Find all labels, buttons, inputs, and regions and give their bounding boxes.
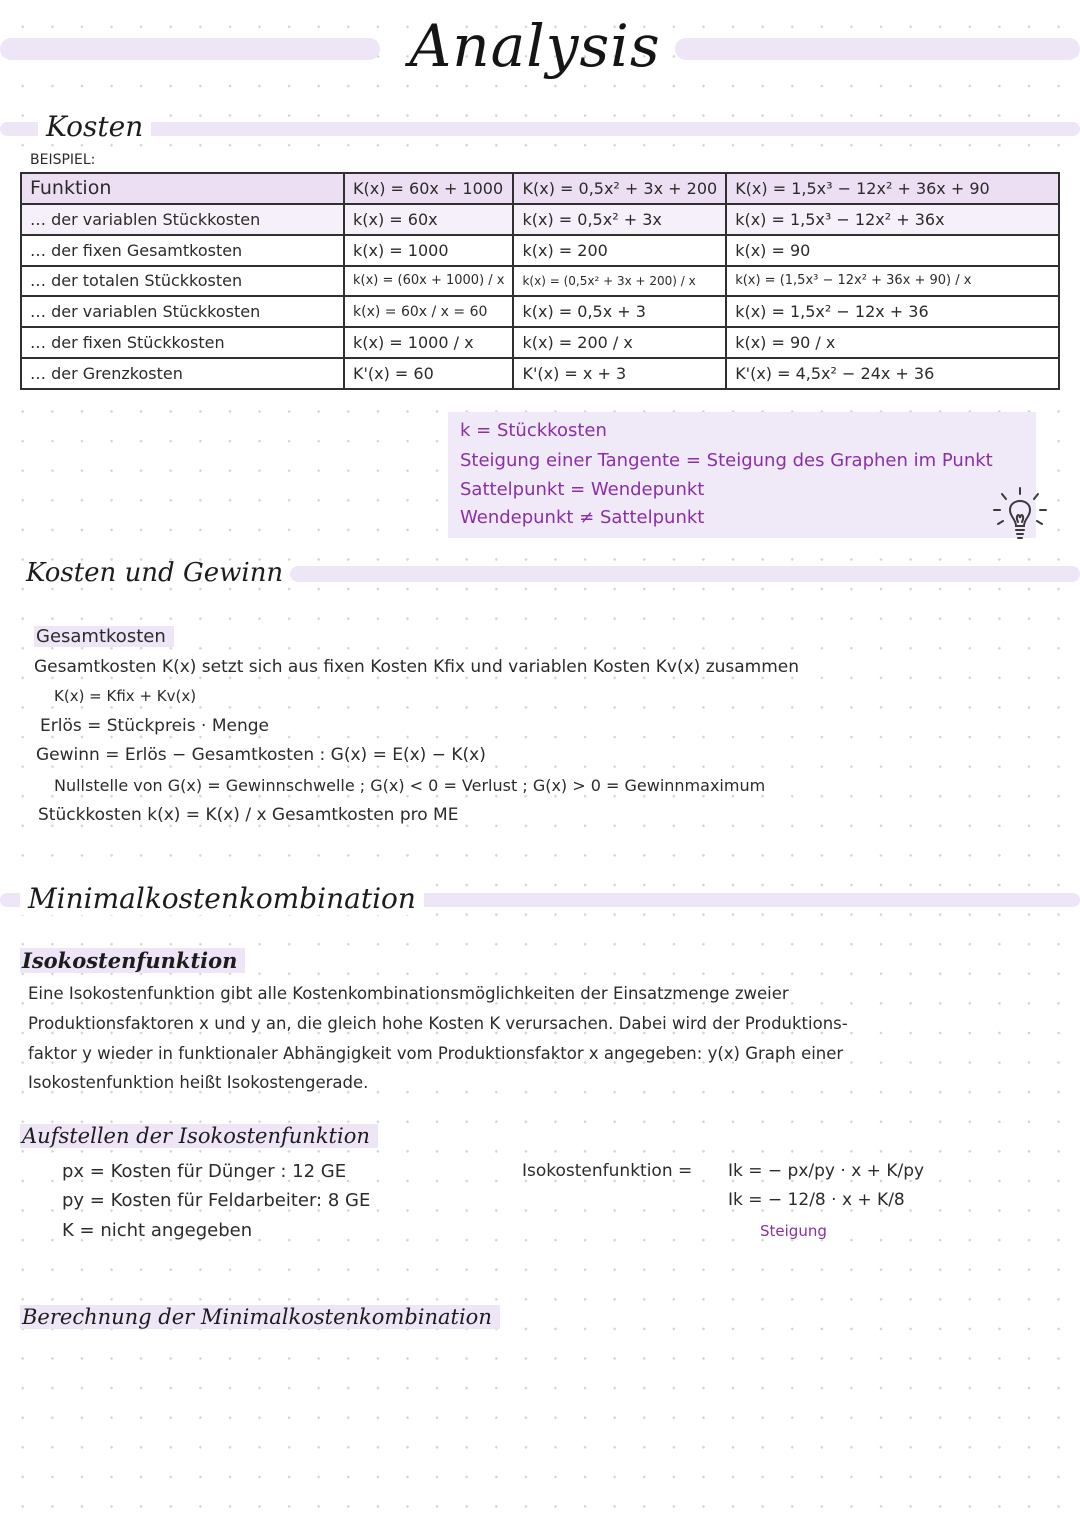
paragraph-line: Isokostenfunktion heißt Isokostengerade. <box>28 1073 369 1092</box>
table-cell: k(x) = 200 <box>513 235 726 266</box>
table-row <box>21 327 1059 358</box>
kosten-band <box>0 122 1080 136</box>
table-cell: k(x) = (1,5x³ − 12x² + 36x + 90) / x <box>726 266 1059 297</box>
formula-line: Ik = − px/py · x + K/py <box>728 1161 925 1181</box>
table-cell: Funktion <box>21 173 344 204</box>
subheading-text: Aufstellen der Isokostenfunktion <box>20 1124 378 1148</box>
table-cell: K'(x) = 4,5x² − 24x + 36 <box>726 358 1059 389</box>
section-heading-kosten: Kosten <box>38 110 151 143</box>
formula-line: Ik = − 12/8 · x + K/8 <box>728 1190 905 1210</box>
table-cell: K'(x) = x + 3 <box>513 358 726 389</box>
gewinn-line: Erlös = Stückpreis · Menge <box>40 716 269 736</box>
param-line: px = Kosten für Dünger : 12 GE <box>62 1161 347 1182</box>
lightbulb-icon <box>978 474 1058 554</box>
section-heading-minimal: Minimalkostenkombination <box>20 882 424 915</box>
table-cell: … der totalen Stückkosten <box>21 266 344 297</box>
table-cell: k(x) = 1000 / x <box>344 327 513 358</box>
subheading-text: Isokostenfunktion <box>20 948 245 973</box>
gewinn-line: Gewinn = Erlös − Gesamtkosten : G(x) = E(x) − K(x) <box>36 745 486 765</box>
table-row <box>21 358 1059 389</box>
table-row <box>21 204 1059 235</box>
param-line: K = nicht angegeben <box>62 1220 253 1241</box>
table-cell: k(x) = 200 / x <box>513 327 726 358</box>
table-cell: k(x) = 60x / x = 60 <box>344 296 513 327</box>
page-title: Analysis <box>409 12 661 80</box>
title-band-right <box>675 38 1080 60</box>
table-cell: k(x) = 1,5x³ − 12x² + 36x <box>726 204 1059 235</box>
table-cell: … der fixen Stückkosten <box>21 327 344 358</box>
note-line: Wendepunkt ≠ Sattelpunkt <box>460 507 705 528</box>
note-line: k = Stückkosten <box>460 420 607 441</box>
note-line: Steigung einer Tangente = Steigung des Graphen im Punkt <box>460 450 993 471</box>
formula-label: Isokostenfunktion = <box>522 1161 693 1181</box>
subheading-isokosten <box>20 948 245 973</box>
title-band-left <box>0 38 380 60</box>
steigung-label: Steigung <box>760 1222 827 1240</box>
param-line: py = Kosten für Feldarbeiter: 8 GE <box>62 1190 371 1211</box>
table-cell: k(x) = 1000 <box>344 235 513 266</box>
cost-function-table <box>20 172 1060 390</box>
paragraph-line: Produktionsfaktoren x und y an, die gleich hohe Kosten K verursachen. Dabei wird der Produktions- <box>28 1014 848 1033</box>
paragraph-line: Eine Isokostenfunktion gibt alle Kostenkombinationsmöglichkeiten der Einsatzmenge zweier <box>28 984 789 1003</box>
table-cell: k(x) = 1,5x² − 12x + 36 <box>726 296 1059 327</box>
subheading-aufstellen <box>20 1124 378 1148</box>
table-row <box>21 173 1059 204</box>
table-cell: … der Grenzkosten <box>21 358 344 389</box>
table-cell: K(x) = 60x + 1000 <box>344 173 513 204</box>
table-cell: K(x) = 0,5x² + 3x + 200 <box>513 173 726 204</box>
gewinn-band <box>290 566 1080 582</box>
subheading-berechnung <box>20 1305 500 1329</box>
table-cell: K'(x) = 60 <box>344 358 513 389</box>
table-cell: … der variablen Stückkosten <box>21 296 344 327</box>
table-cell: k(x) = 90 / x <box>726 327 1059 358</box>
gewinn-line: Gesamtkosten K(x) setzt sich aus fixen Kosten Kfix und variablen Kosten Kv(x) zusammen <box>34 657 800 677</box>
table-cell: k(x) = 0,5x² + 3x <box>513 204 726 235</box>
table-cell: … der fixen Gesamtkosten <box>21 235 344 266</box>
table-row <box>21 296 1059 327</box>
section-heading-gewinn: Kosten und Gewinn <box>26 558 284 588</box>
table-cell: k(x) = 90 <box>726 235 1059 266</box>
table-cell: k(x) = 0,5x + 3 <box>513 296 726 327</box>
table-row <box>21 235 1059 266</box>
table-row <box>21 266 1059 297</box>
gewinn-line: K(x) = Kfix + Kv(x) <box>54 687 197 705</box>
table-cell: k(x) = 60x <box>344 204 513 235</box>
gewinn-line: Nullstelle von G(x) = Gewinnschwelle ; G(x) < 0 = Verlust ; G(x) > 0 = Gewinnmaximum <box>54 776 766 795</box>
subheading-text: Gesamtkosten <box>34 626 174 647</box>
example-label: BEISPIEL: <box>30 152 96 168</box>
table-cell: … der variablen Stückkosten <box>21 204 344 235</box>
gewinn-line: Stückkosten k(x) = K(x) / x Gesamtkosten pro ME <box>38 805 459 825</box>
note-line: Sattelpunkt = Wendepunkt <box>460 479 705 500</box>
table-cell: k(x) = (60x + 1000) / x <box>344 266 513 297</box>
subheading-text: Berechnung der Minimalkostenkombination <box>20 1305 500 1329</box>
paragraph-line: faktor y wieder in funktionaler Abhängigkeit vom Produktionsfaktor x angegeben: y(x) Graph einer <box>28 1044 844 1063</box>
table-cell: k(x) = (0,5x² + 3x + 200) / x <box>513 266 726 297</box>
table-cell: K(x) = 1,5x³ − 12x² + 36x + 90 <box>726 173 1059 204</box>
subheading-gesamtkosten <box>34 626 174 647</box>
